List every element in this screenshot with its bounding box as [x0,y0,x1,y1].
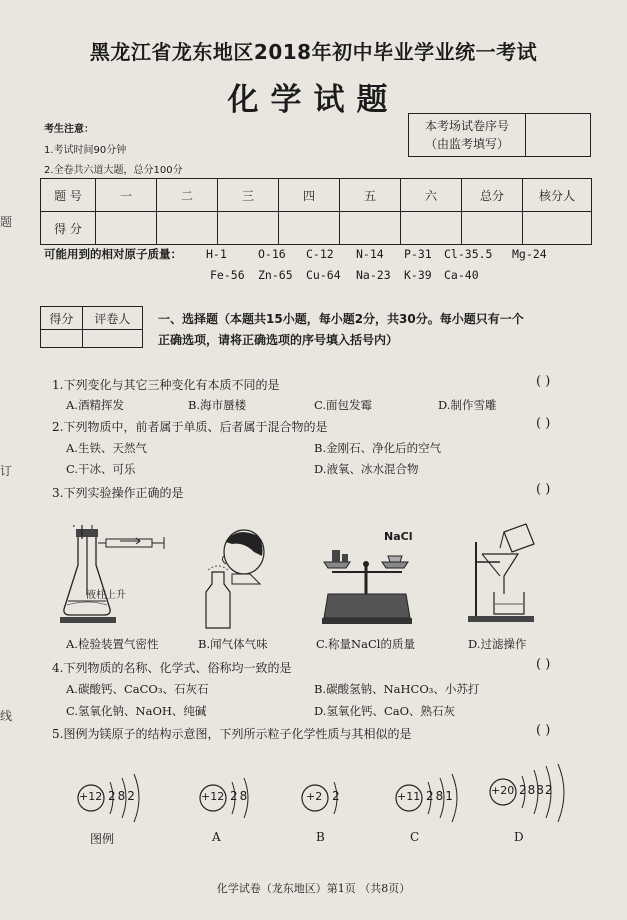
option-a: A.碳酸钙、CaCO₃、石灰石 [66,682,209,696]
option-c: C.干冰、可乐 [66,462,136,476]
score-cell[interactable] [340,212,401,245]
question-stem: 5.图例为镁原子的结构示意图，下列所示粒子化学性质与其相似的是 [52,727,412,741]
notice-item-2: 2.全卷共六道大题，总分100分 [44,165,183,176]
serial-label [409,114,526,157]
atom-label: B [316,830,325,844]
serial-input[interactable] [526,114,591,157]
serial-label-line1: 本考场试卷序号 [424,119,509,133]
atom-label: A [212,830,221,844]
nucleus-charge: +2 [306,790,323,803]
atomic-mass-item: Ca-40 [444,268,479,282]
atomic-mass-item: P-31 [404,247,432,261]
electron-shells: 282 [108,789,137,803]
question-stem: 2.下列物质中，前者属于单质、后者属于混合物的是 [52,420,328,434]
atomic-mass-item: N-14 [356,247,384,261]
electron-shells: 2 [332,789,340,803]
atom-label: D [514,830,524,844]
option-c: C.称量NaCl的质量 [316,637,415,651]
option-d: D.氢氧化钙、CaO、熟石灰 [314,704,456,718]
atom-diagram-a [198,770,268,826]
section1-score-label: 得分 [41,307,83,330]
score-table-header-row [41,179,592,212]
section1-title: 一、选择题（本题共15小题，每小题2分，共30分。每小题只有一个 [158,312,524,326]
answer-paren[interactable]: ( ) [536,657,551,672]
atomic-mass-item: Cl-35.5 [444,247,493,261]
score-cell[interactable] [96,212,157,245]
option-d: D.过滤操作 [468,637,527,651]
score-cell[interactable] [523,212,592,245]
question-stem: 1.下列变化与其它三种变化有本质不同的是 [52,378,280,392]
smell-gas-figure [202,526,272,630]
margin-char-1: 题 [0,215,13,229]
option-c: C.面包发霉 [314,398,373,412]
option-d: D.液氧、冰水混合物 [314,462,419,476]
margin-char-3: 线 [0,709,13,723]
serial-label-line2: （由监考填写） [424,137,509,151]
score-header-cell: 题 号 [41,179,96,212]
atomic-mass-label: 可能用到的相对原子质量： [44,247,182,261]
option-b: B.金刚石、净化后的空气 [314,441,442,455]
option-b: B.碳酸氢钠、NaHCO₃、小苏打 [314,682,480,696]
atom-diagram-b [300,770,350,826]
atomic-mass-item: O-16 [258,247,286,261]
answer-paren[interactable]: ( ) [536,374,551,389]
score-header-cell: 五 [340,179,401,212]
score-cell[interactable] [157,212,218,245]
serial-box [408,113,591,157]
atomic-mass-item: Na-23 [356,268,391,282]
score-cell[interactable] [218,212,279,245]
atom-diagram-d [488,764,578,828]
section1-grader-label: 评卷人 [82,307,142,330]
score-table-score-row [41,212,592,245]
atomic-mass-item: Fe-56 [210,268,245,282]
score-header-cell: 四 [279,179,340,212]
airtight-check-figure [60,525,170,630]
nacl-label: NaCl [384,530,413,543]
electron-shells: 28 [230,789,250,803]
nucleus-charge: +11 [397,790,421,803]
section1-grader-box [40,306,143,348]
option-a: A.酒精挥发 [66,398,124,412]
atomic-mass-item: Cu-64 [306,268,341,282]
filtration-figure [464,522,544,630]
atomic-mass-item: H-1 [206,247,227,261]
nucleus-charge: +12 [201,790,225,803]
score-header-cell: 核分人 [523,179,592,212]
balance-figure [318,534,416,628]
atom-diagram-c [394,770,474,826]
score-header-cell: 三 [218,179,279,212]
question-stem: 3.下列实验操作正确的是 [52,486,184,500]
answer-paren[interactable]: ( ) [536,482,551,497]
score-table [40,178,592,245]
subject-title: 化学试题 [227,82,400,118]
option-b: B.海市蜃楼 [188,398,247,412]
atomic-mass-item: Zn-65 [258,268,293,282]
score-cell[interactable] [462,212,523,245]
score-row-label: 得 分 [41,212,96,245]
option-a: A.检验装置气密性 [66,637,159,651]
answer-paren[interactable]: ( ) [536,416,551,431]
score-header-cell: 一 [96,179,157,212]
atom-diagram-legend [76,770,156,826]
nucleus-charge: +12 [79,790,103,803]
option-a: A.生铁、天然气 [66,441,147,455]
section1-title-cont: 正确选项，请将正确选项的序号填入括号内） [158,333,399,347]
atom-label: 图例 [90,832,115,846]
page-footer: 化学试卷（龙东地区）第1页 （共8页） [216,882,411,895]
liquid-rise-label: 液柱上升 [86,590,126,601]
atomic-mass-item: K-39 [404,268,432,282]
option-c: C.氢氧化钠、NaOH、纯碱 [66,704,207,718]
notice-title: 考生注意： [44,124,94,135]
electron-shells: 281 [426,789,455,803]
atomic-mass-item: Mg-24 [512,247,547,261]
score-header-cell: 总分 [462,179,523,212]
exam-title: 黑龙江省龙东地区2018年初中毕业学业统一考试 [89,40,538,64]
atomic-mass-item: C-12 [306,247,334,261]
atom-label: C [410,830,420,844]
option-b: B.闻气体气味 [198,637,268,651]
electron-shells: 2882 [519,783,554,797]
nucleus-charge: +20 [491,784,515,797]
score-header-cell: 二 [157,179,218,212]
question-stem: 4.下列物质的名称、化学式、俗称均一致的是 [52,661,292,675]
option-d: D.制作雪雕 [438,398,497,412]
answer-paren[interactable]: ( ) [536,723,551,738]
notice-item-1: 1.考试时间90分钟 [44,145,127,156]
score-header-cell: 六 [401,179,462,212]
margin-char-2: 订 [0,464,13,478]
section1-score-input[interactable] [41,330,83,348]
score-cell[interactable] [279,212,340,245]
section1-grader-input[interactable] [82,330,142,348]
score-cell[interactable] [401,212,462,245]
